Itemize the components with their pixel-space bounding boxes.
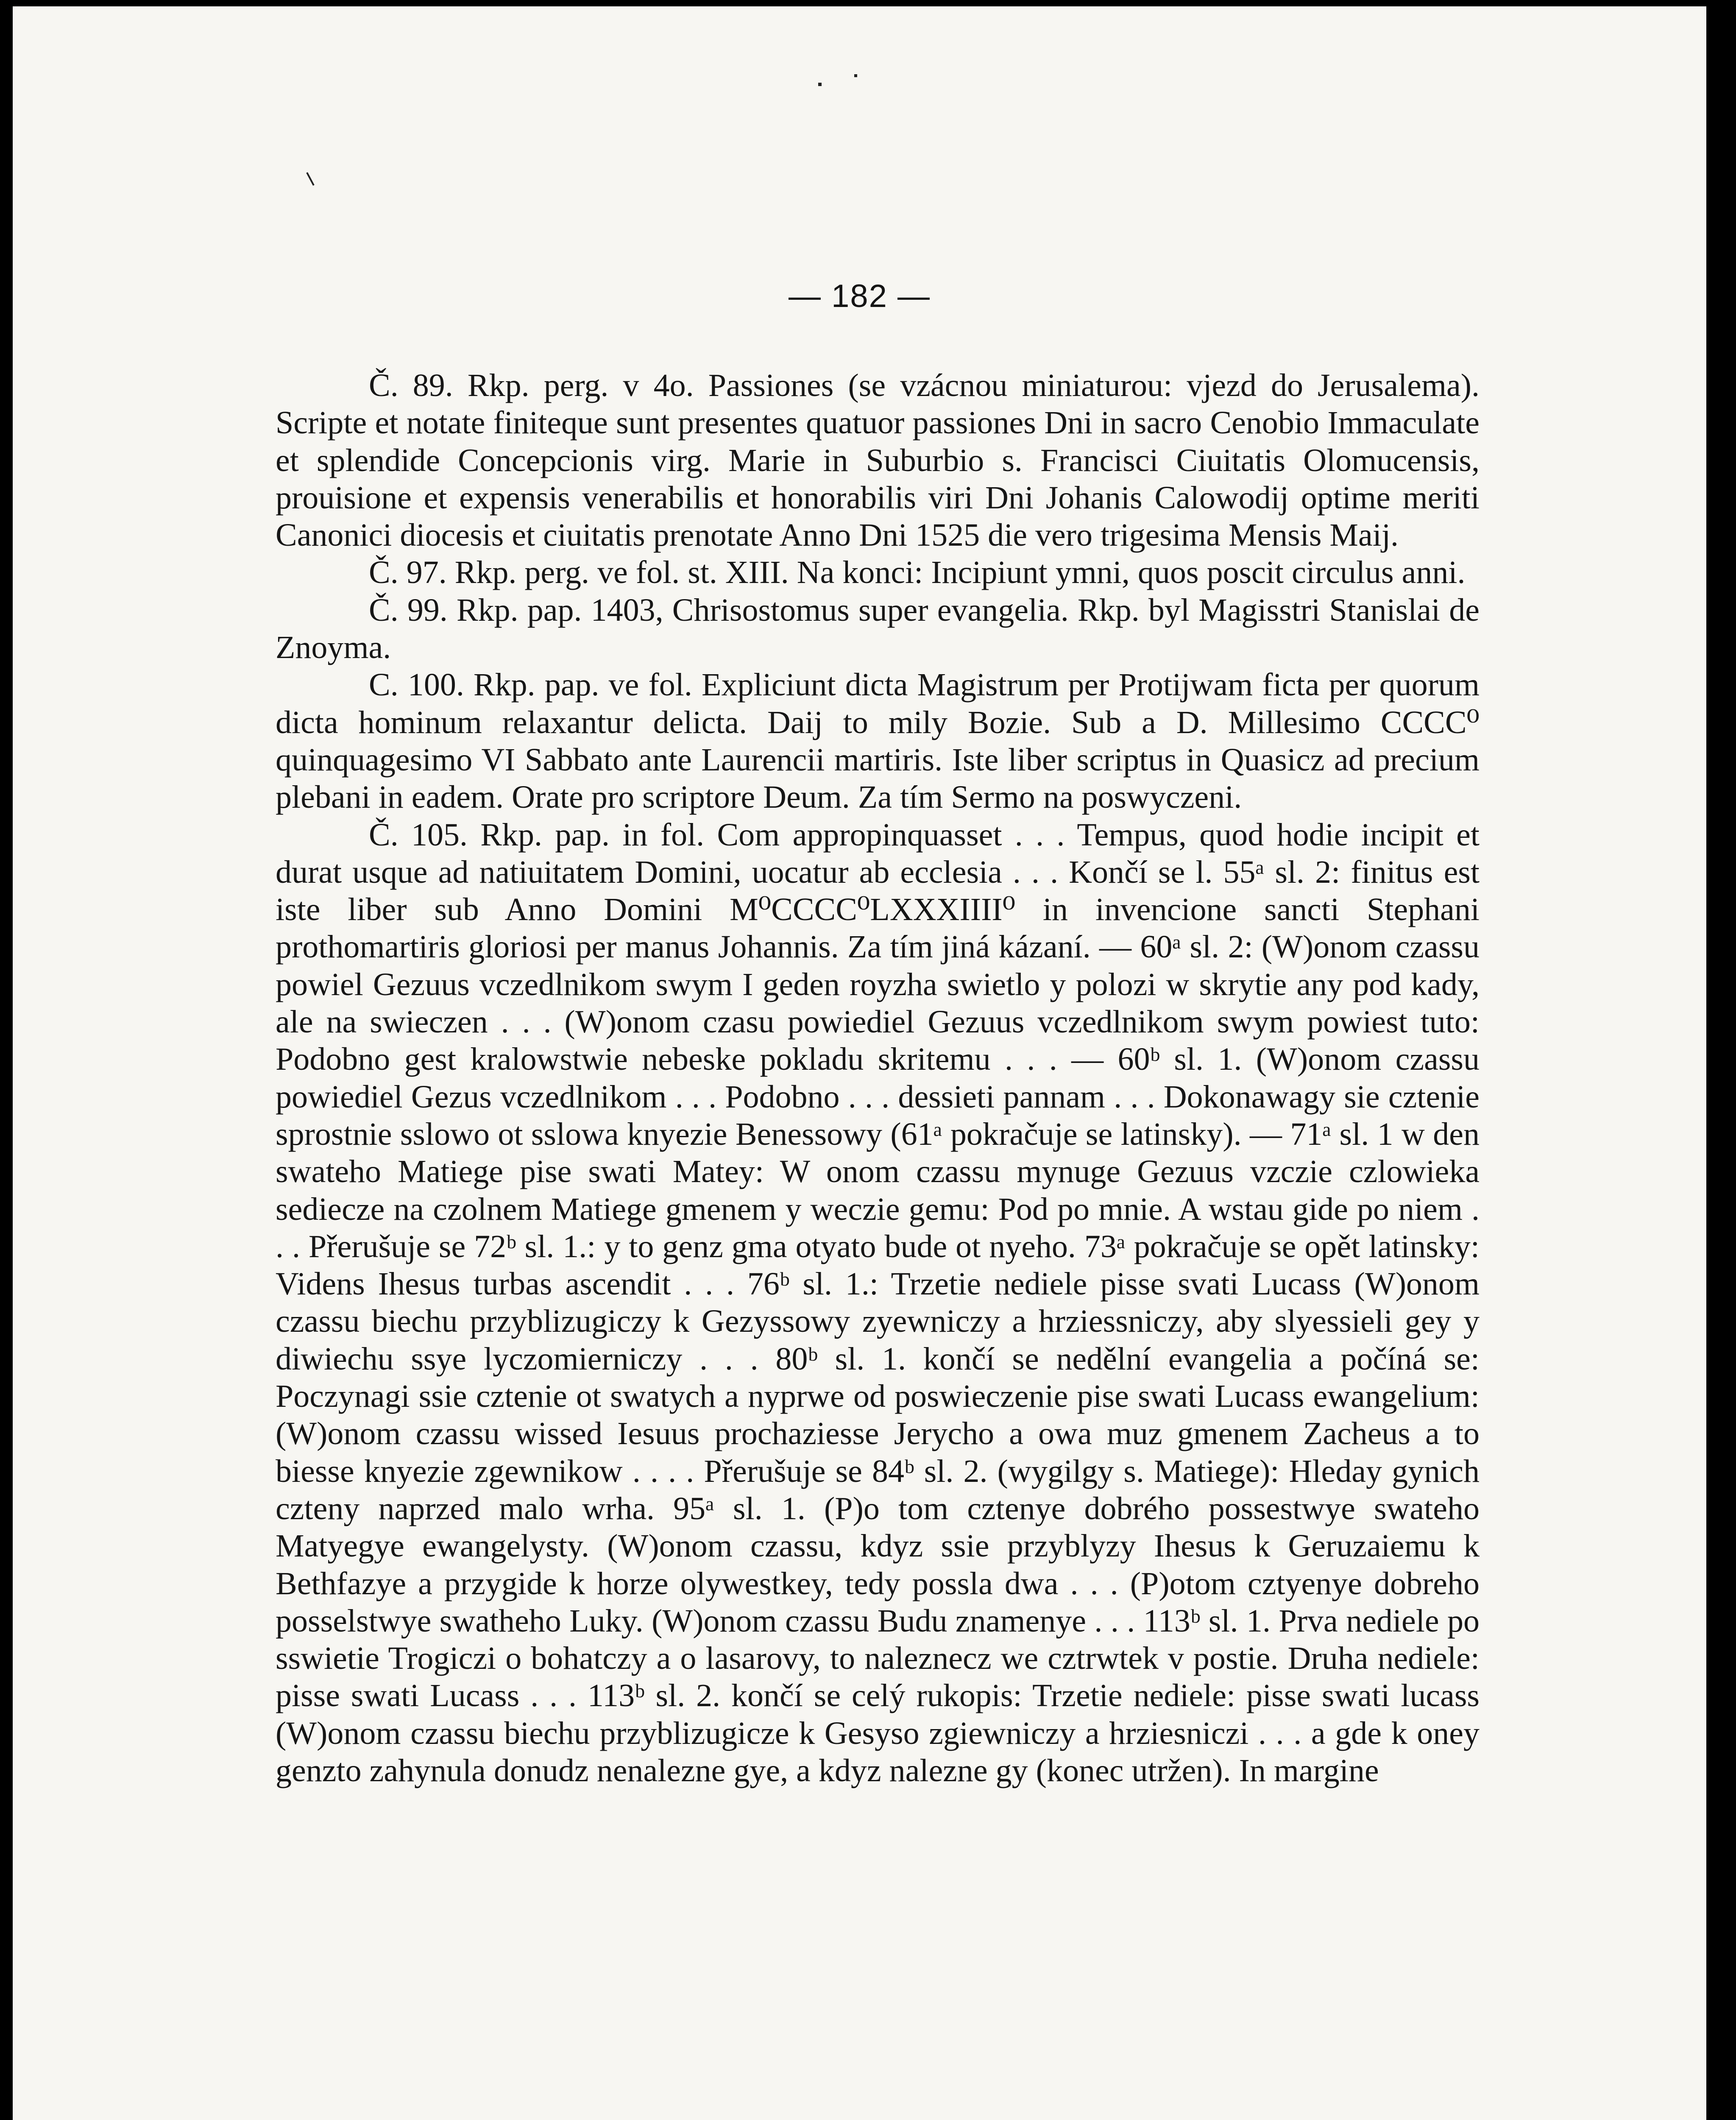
entry-c97: Č. 97. Rkp. perg. ve fol. st. XIII. Na konci: Incipiunt ymni, quos poscit circulus anni. [369, 555, 1466, 591]
scan-mark [854, 74, 857, 77]
entry-c89: Č. 89. Rkp. perg. v 4o. Passiones (se vzácnou miniaturou: vjezd do Jerusalema). Scripte et notate finiteque sunt presentes quatuor passiones Dni in sacro Cenobio Immaculate et splendide Concepcionis virg. Marie in Suburbio s. Francisci Ciuitatis Olomucensis, prouisione et expensis venerabilis et honorabilis viri Dni Johanis Calowodij optime meriti Canonici diocesis et ciuitatis prenotate Anno Dni 1525 die vero trigesima Mensis Maij. [276, 368, 1480, 553]
document-page [13, 6, 1706, 2120]
page-number: — 182 — [788, 278, 931, 314]
entry-c100: C. 100. Rkp. pap. ve fol. Expliciunt dicta Magistrum per Protijwam ficta per quorum dicta hominum relaxantur delicta. Daij to mily Bozie. Sub a D. Millesimo CCCC⁰ quinquagesimo VI Sabbato ante Laurencii martiris. Iste liber scriptus in Quasicz ad precium plebani in eadem. Orate pro scriptore Deum. Za tím Sermo na poswyczeni. [276, 667, 1480, 815]
page-body [276, 367, 1480, 1789]
entry-c99: Č. 99. Rkp. pap. 1403, Chrisostomus super evangelia. Rkp. byl Magisstri Stanislai de Znoyma. [276, 592, 1480, 666]
scan-mark [818, 83, 822, 86]
scan-mark [306, 172, 314, 186]
entry-c105: Č. 105. Rkp. pap. in fol. Com appropinquasset . . . Tempus, quod hodie incipit et durat usque ad natiuitatem Domini, uocatur ab ecclesia . . . Končí se l. 55ᵃ sl. 2: finitus est iste liber sub Anno Domini M⁰CCCC⁰LXXXIIII⁰ in invencione sancti Stephani prothomartiris gloriosi per manus Johannis. Za tím jiná kázaní. — 60ᵃ sl. 2: (W)onom czassu powiel Gezuus vczedlnikom swym I geden royzha swietlo y polozi w skrytie any pod kady, ale na swieczen . . . (W)onom czasu powiediel Gezuus vczedlnikom swym powiest tuto: Podobno gest kralowstwie nebeske pokladu skritemu . . . — 60ᵇ sl. 1. (W)onom czassu powiediel Gezus vczedlnikom . . . Podobno . . . dessieti pannam . . . Dokonawagy sie cztenie sprostnie sslowo ot sslowa knyezie Benessowy (61ᵃ pokračuje se latinsky). — 71ᵃ sl. 1 w den swateho Matiege pise swati Matey: W onom czassu mynuge Gezuus vzczie czlowieka sediecze na czolnem Matiege gmenem y weczie gemu: Pod po mnie. A wstau gide po niem . . . Přerušuje se 72ᵇ sl. 1.: y to genz gma otyato bude ot nyeho. 73ᵃ pokračuje se opět latinsky: Videns Ihesus turbas ascendit . . . 76ᵇ sl. 1.: Trzetie nediele pisse svati Lucass (W)onom czassu biechu przyblizugiczy k Gezyssowy zyewniczy a hrziessniczy, aby slyessieli gey y diwiechu ssye lyczomierniczy . . . 80ᵇ sl. 1. končí se nedělní evangelia a počíná se: Poczynagi ssie cztenie ot swatych a nyprwe od poswieczenie pise swati Lucass ewangelium: (W)onom czassu wissed Iesuus prochaziesse Jerycho a owa muz gmenem Zacheus a to biesse knyezie zgewnikow . . . . Přerušuje se 84ᵇ sl. 2. (wygilgy s. Matiege): Hleday gynich czteny naprzed malo wrha. 95ᵃ sl. 1. (P)o tom cztenye dobrého possestwye swateho Matyegye ewangelysty. (W)onom czassu, kdyz ssie przyblyzy Ihesus k Geruzaiemu k Bethfazye a przygide k horze olywestkey, tedy possla dwa . . . (P)otom cztyenye dobreho posselstwye swatheho Luky. (W)onom czassu Budu znamenye . . . 113ᵇ sl. 1. Prva nediele po sswietie Trogiczi o bohatczy a o lasarovy, to naleznecz we cztrwtek v postie. Druha nediele: pisse swati Lucass . . . 113ᵇ sl. 2. končí se celý rukopis: Trzetie nediele: pisse swati lucass (W)onom czassu biechu przyblizugicze k Gesyso zgiewniczy a hrziesniczi . . . a gde k oney genzto zahynula donudz nenalezne gye, a kdyz nalezne gy (konec utržen). In margine [276, 817, 1480, 1788]
